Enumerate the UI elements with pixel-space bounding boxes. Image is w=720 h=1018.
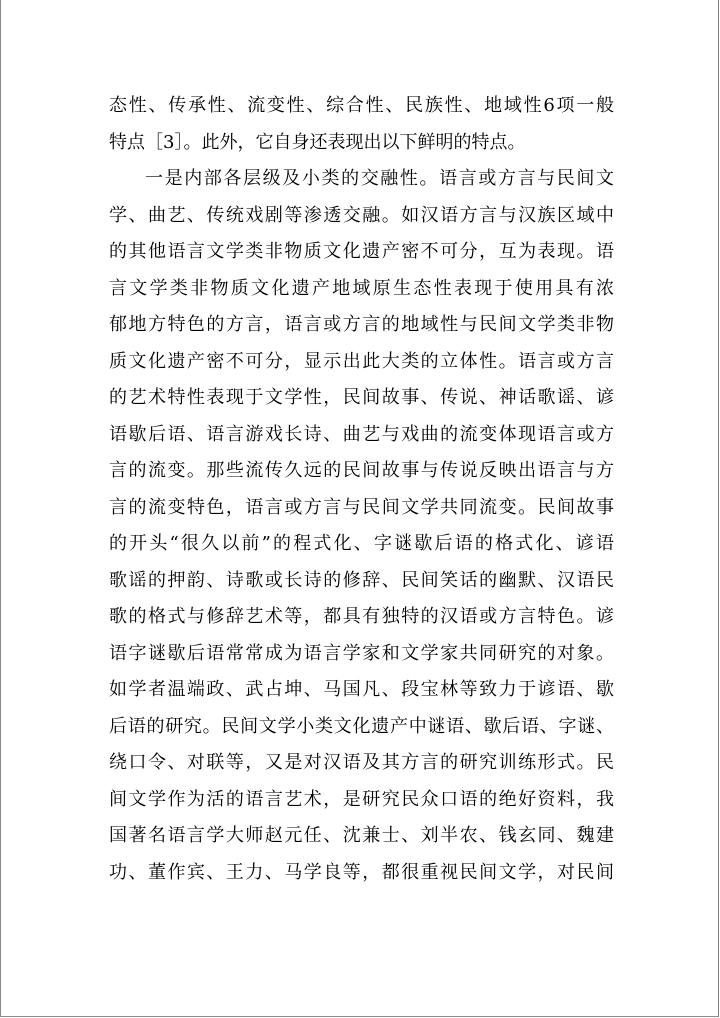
text-line: 歌的格式与修辞艺术等，都具有独特的汉语或方言特色。谚	[109, 606, 614, 627]
text-line: 的开头“很久以前”的程式化、字谜歇后语的格式化、谚语	[109, 533, 614, 554]
text-line: 语字谜歇后语常常成为语言学家和文学家共同研究的对象。	[109, 642, 614, 664]
body-text	[109, 88, 614, 891]
text-line: 的其他语言文学类非物质文化遗产密不可分，互为表现。语	[109, 241, 614, 262]
paragraph-first-line: 一是内部各层级及小类的交融性。语言或方言与民间文	[145, 168, 614, 189]
text-line: 言文学类非物质文化遗产地域原生态性表现于使用具有浓	[109, 277, 614, 299]
text-line: 质文化遗产密不可分，显示出此大类的立体性。语言或方言	[109, 350, 614, 372]
text-line: 后语的研究。民间文学小类文化遗产中谜语、歇后语、字谜、	[109, 715, 614, 737]
text-line: 绕口令、对联等，又是对汉语及其方言的研究训练形式。民	[109, 752, 614, 773]
text-line: 特点［3］。此外，它自身还表现出以下鲜明的特点。	[109, 131, 526, 153]
text-line: 的艺术特性表现于文学性，民间故事、传说、神话歌谣、谚	[109, 387, 614, 408]
text-line: 郁地方特色的方言，语言或方言的地域性与民间文学类非物	[109, 314, 614, 335]
text-line: 间文学作为活的语言艺术，是研究民众口语的绝好资料，我	[109, 788, 614, 810]
text-line: 国著名语言学大师赵元任、沈兼士、刘半农、钱玄同、魏建	[109, 825, 614, 846]
text-line: 言的流变特色，语言或方言与民间文学共同流变。民间故事	[109, 496, 614, 518]
text-line: 态性、传承性、流变性、综合性、民族性、地域性6项一般	[109, 95, 614, 116]
text-line: 学、曲艺、传统戏剧等渗透交融。如汉语方言与汉族区域中	[109, 204, 614, 226]
text-line: 歌谣的押韵、诗歌或长诗的修辞、民间笑话的幽默、汉语民	[109, 569, 614, 591]
text-line: 功、董作宾、王力、马学良等，都很重视民间文学，对民间	[109, 861, 614, 883]
text-line: 语歇后语、语言游戏长诗、曲艺与戏曲的流变体现语言或方	[109, 423, 614, 445]
text-line: 言的流变。那些流传久远的民间故事与传说反映出语言与方	[109, 460, 614, 481]
text-line: 如学者温端政、武占坤、马国凡、段宝林等致力于谚语、歇	[109, 679, 614, 700]
